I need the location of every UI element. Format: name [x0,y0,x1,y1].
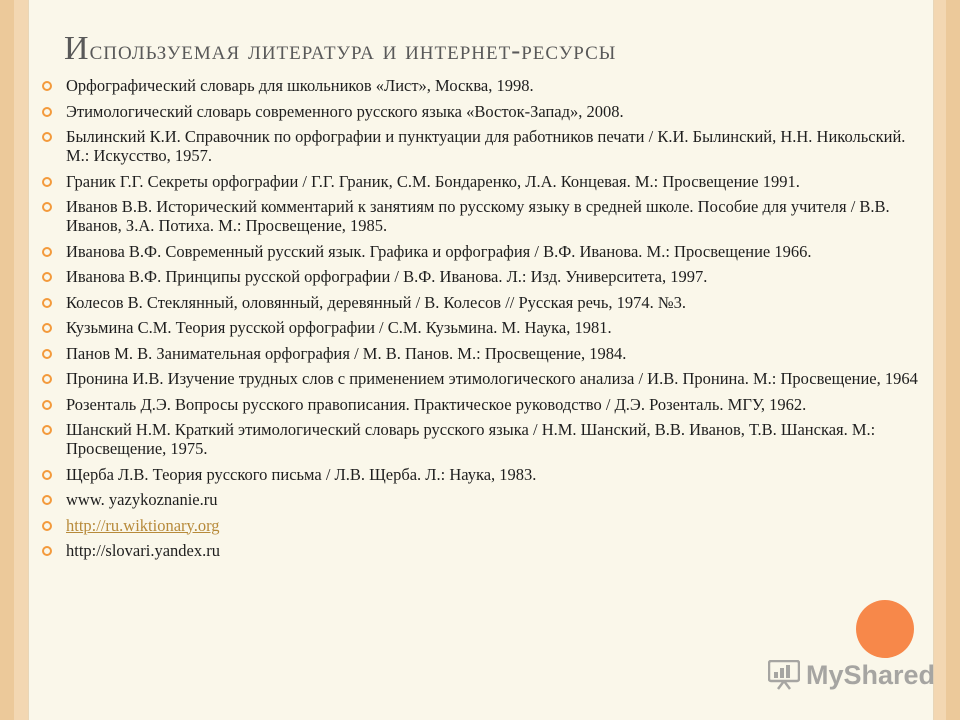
list-item: Иванов В.В. Исторический комментарий к занятиям по русскому языку в средней школе. Пособие для учителя / В.В. Иванов, З.А. Потиха. М.: Просвещение, 1985. [40,197,920,235]
list-item [40,516,920,535]
ring-bullet-icon [42,425,52,435]
list-item: Граник Г.Г. Секреты орфографии / Г.Г. Граник, С.М. Бондаренко, Л.А. Концевая. М.: Просвещение 1991. [40,172,920,191]
list-item: Иванова В.Ф. Современный русский язык. Графика и орфография / В.Ф. Иванова. М.: Просвещение 1966. [40,242,920,261]
wiktionary-link[interactable]: http://ru.wiktionary.org [66,515,220,535]
list-item: Пронина И.В. Изучение трудных слов с применением этимологического анализа / И.В. Пронина. М.: Просвещение, 1964 [40,369,920,388]
list-item: Этимологический словарь современного русского языка «Восток-Запад», 2008. [40,102,920,121]
reference-list [40,76,920,567]
ring-bullet-icon [42,247,52,257]
right-border-stripe-inner [932,0,946,720]
ring-bullet-icon [42,81,52,91]
ring-bullet-icon [42,521,52,531]
yandex-url-text: http://slovari.yandex.ru [66,541,220,560]
watermark-text: MyShared [806,659,936,690]
ring-bullet-icon [42,374,52,384]
list-item: Орфографический словарь для школьников «Лист», Москва, 1998. [40,76,920,95]
decorative-orange-circle [856,600,914,658]
list-item: Иванова В.Ф. Принципы русской орфографии / В.Ф. Иванова. Л.: Изд. Университета, 1997. [40,267,920,286]
ring-bullet-icon [42,132,52,142]
list-item: Розенталь Д.Э. Вопросы русского правописания. Практическое руководство / Д.Э. Розенталь. МГУ, 1962. [40,395,920,414]
list-item: Былинский К.И. Справочник по орфографии и пунктуации для работников печати / К.И. Былинский, Н.Н. Никольский. М.: Искусство, 1957. [40,127,920,165]
ring-bullet-icon [42,470,52,480]
ring-bullet-icon [42,323,52,333]
ring-bullet-icon [42,349,52,359]
ring-bullet-icon [42,495,52,505]
ring-bullet-icon [42,272,52,282]
list-item: Кузьмина С.М. Теория русской орфографии / С.М. Кузьмина. М. Наука, 1981. [40,318,920,337]
ring-bullet-icon [42,107,52,117]
ring-bullet-icon [42,202,52,212]
slide-title: Используемая литература и интернет-ресурсы [64,30,617,67]
left-border-stripe-inner [14,0,28,720]
list-item: Колесов В. Стеклянный, оловянный, деревянный / В. Колесов // Русская речь, 1974. №3. [40,293,920,312]
left-border-stripe-outer [0,0,14,720]
list-item: Шанский Н.М. Краткий этимологический словарь русского языка / Н.М. Шанский, В.В. Иванов, Т.В. Шанская. М.: Просвещение, 1975. [40,420,920,458]
ring-bullet-icon [42,546,52,556]
list-item [40,541,920,560]
myshared-watermark [768,658,935,692]
list-item: Панов М. В. Занимательная орфография / М. В. Панов. М.: Просвещение, 1984. [40,344,920,363]
list-item: Щерба Л.В. Теория русского письма / Л.В. Щерба. Л.: Наука, 1983. [40,465,920,484]
presentation-board-icon [768,660,800,690]
ring-bullet-icon [42,177,52,187]
ring-bullet-icon [42,400,52,410]
right-border-stripe-outer [946,0,960,720]
list-item: www. yazykoznanie.ru [40,490,920,509]
ring-bullet-icon [42,298,52,308]
